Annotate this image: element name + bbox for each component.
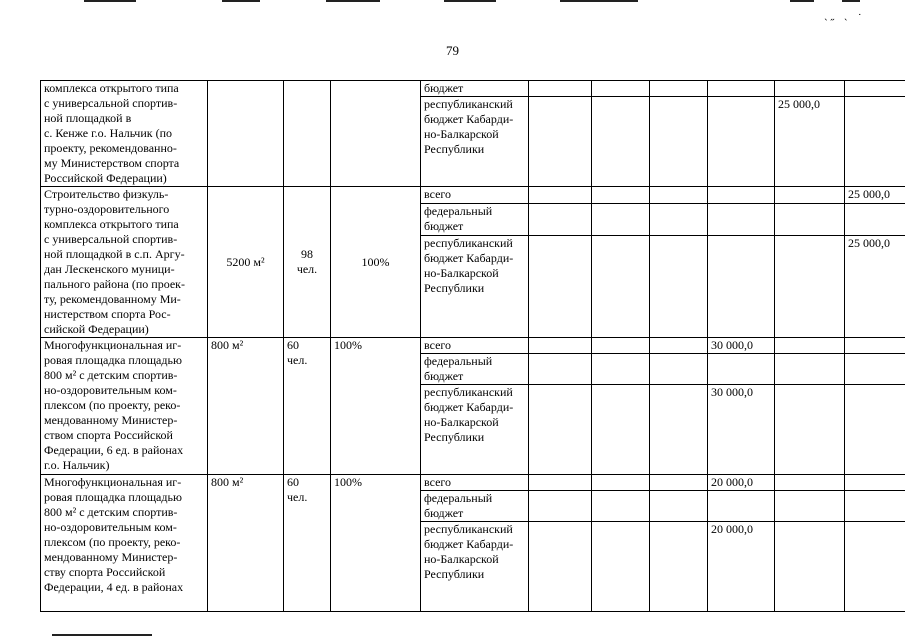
amount-2021 [650, 385, 708, 475]
funding-source: федеральный бюджет [421, 491, 529, 522]
amount-2019 [529, 97, 592, 187]
funding-source: бюджет [421, 81, 529, 97]
table-body [41, 81, 905, 612]
table-row [41, 187, 905, 204]
amount-2019 [529, 475, 592, 491]
funding-source: республиканский бюджет Кабарди- но-Балкарской Республики [421, 385, 529, 475]
amount-2023 [775, 187, 845, 204]
amount-2022: 20 000,0 [708, 522, 775, 612]
amount-2021 [650, 81, 708, 97]
amount-2022 [708, 97, 775, 187]
amount-2023 [775, 235, 845, 337]
measure-name: Строительство физкуль- турно-оздоровительного комплекса открытого типа с универсальной спортив- ной площадкой в с.п. Аргу- дан Лескенского муници- пального района (по проек- ту, рекомендованному Ми- нистерством спорта Рос- сийской Федерации) [41, 187, 208, 338]
amount-2022 [708, 235, 775, 337]
amount-2021 [650, 475, 708, 491]
amount-2024 [845, 81, 905, 97]
funding-source: всего [421, 338, 529, 354]
amount-2019 [529, 81, 592, 97]
amount-2024 [845, 522, 905, 612]
readiness-cell: 100% [331, 338, 421, 475]
amount-2019 [529, 522, 592, 612]
amount-2020 [592, 522, 650, 612]
amount-2020 [592, 187, 650, 204]
amount-2021 [650, 187, 708, 204]
header-rule [326, 0, 380, 2]
amount-2023 [775, 522, 845, 612]
amount-2024 [845, 385, 905, 475]
amount-2022 [708, 491, 775, 522]
amount-2022 [708, 187, 775, 204]
amount-2021 [650, 235, 708, 337]
amount-2019 [529, 354, 592, 385]
amount-2022: 30 000,0 [708, 338, 775, 354]
amount-2020 [592, 354, 650, 385]
area-cell: 800 м² [208, 475, 284, 612]
amount-2020 [592, 203, 650, 235]
amount-2022 [708, 203, 775, 235]
amount-2024 [845, 203, 905, 235]
funding-source: республиканский бюджет Кабарди- но-Балкарской Республики [421, 522, 529, 612]
area-cell: 800 м² [208, 338, 284, 475]
amount-2024 [845, 338, 905, 354]
amount-2022 [708, 81, 775, 97]
amount-2021 [650, 522, 708, 612]
amount-2020 [592, 97, 650, 187]
scan-marks: ˴˶ ˴ ˙ [824, 12, 866, 25]
funding-source: федеральный бюджет [421, 203, 529, 235]
measure-name: Многофункциональная иг- ровая площадка площадью 800 м² с детским спортив- но-оздоровительным ком- плексом (по проекту, реко- мендованному Министер- ству спорта Российской Федерации, 4 ед. в районах [41, 475, 208, 612]
readiness-cell: 100% [331, 475, 421, 612]
area-cell [208, 81, 284, 187]
funding-source: федеральный бюджет [421, 354, 529, 385]
measure-name: комплекса открытого типа с универсальной спортив- ной площадкой в с. Кенже г.о. Нальчик (по проекту, рекомендованно- му Министерством спорта Российской Федерации) [41, 81, 208, 187]
amount-2020 [592, 235, 650, 337]
amount-2020 [592, 385, 650, 475]
amount-2022: 30 000,0 [708, 385, 775, 475]
amount-2020 [592, 491, 650, 522]
people-cell: 98 чел. [284, 187, 331, 338]
amount-2019 [529, 385, 592, 475]
amount-2022 [708, 354, 775, 385]
amount-2019 [529, 491, 592, 522]
funding-source: республиканский бюджет Кабарди- но-Балкарской Республики [421, 235, 529, 337]
amount-2019 [529, 235, 592, 337]
amount-2022: 20 000,0 [708, 475, 775, 491]
amount-2023: 25 000,0 [775, 97, 845, 187]
amount-2023 [775, 338, 845, 354]
header-rule [444, 0, 496, 2]
amount-2024 [845, 354, 905, 385]
page-number: 79 [446, 43, 459, 58]
amount-2024 [845, 491, 905, 522]
area-cell: 5200 м² [208, 187, 284, 338]
amount-2024 [845, 475, 905, 491]
header-rule [790, 0, 814, 2]
amount-2020 [592, 81, 650, 97]
amount-2023 [775, 385, 845, 475]
readiness-cell: 100% [331, 187, 421, 338]
amount-2021 [650, 354, 708, 385]
footnote-rule [52, 634, 152, 636]
funding-source: всего [421, 475, 529, 491]
table-row [41, 475, 905, 491]
amount-2024: 25 000,0 [845, 187, 905, 204]
amount-2020 [592, 475, 650, 491]
people-cell: 60 чел. [284, 338, 331, 475]
header-rule [842, 0, 860, 2]
funding-source: всего [421, 187, 529, 204]
amount-2019 [529, 338, 592, 354]
table-row [41, 81, 905, 97]
amount-2024 [845, 97, 905, 187]
funding-source: республиканский бюджет Кабарди- но-Балкарской Республики [421, 97, 529, 187]
header-rule [84, 0, 136, 2]
amount-2023 [775, 475, 845, 491]
amount-2023 [775, 491, 845, 522]
program-table [40, 80, 905, 612]
amount-2019 [529, 187, 592, 204]
amount-2023 [775, 354, 845, 385]
amount-2023 [775, 81, 845, 97]
amount-2021 [650, 491, 708, 522]
measure-name: Многофункциональная иг- ровая площадка площадью 800 м² с детским спортив- но-оздоровительным ком- плексом (по проекту, реко- мендованному Министер- ством спорта Российской Федерации, 6 ед. в районах г.о. Нальчик) [41, 338, 208, 475]
amount-2021 [650, 338, 708, 354]
amount-2023 [775, 203, 845, 235]
amount-2021 [650, 203, 708, 235]
table-row [41, 338, 905, 354]
header-rule [222, 0, 260, 2]
header-rule [560, 0, 638, 2]
amount-2019 [529, 203, 592, 235]
readiness-cell [331, 81, 421, 187]
amount-2020 [592, 338, 650, 354]
people-cell: 60 чел. [284, 475, 331, 612]
amount-2021 [650, 97, 708, 187]
amount-2024: 25 000,0 [845, 235, 905, 337]
people-cell [284, 81, 331, 187]
